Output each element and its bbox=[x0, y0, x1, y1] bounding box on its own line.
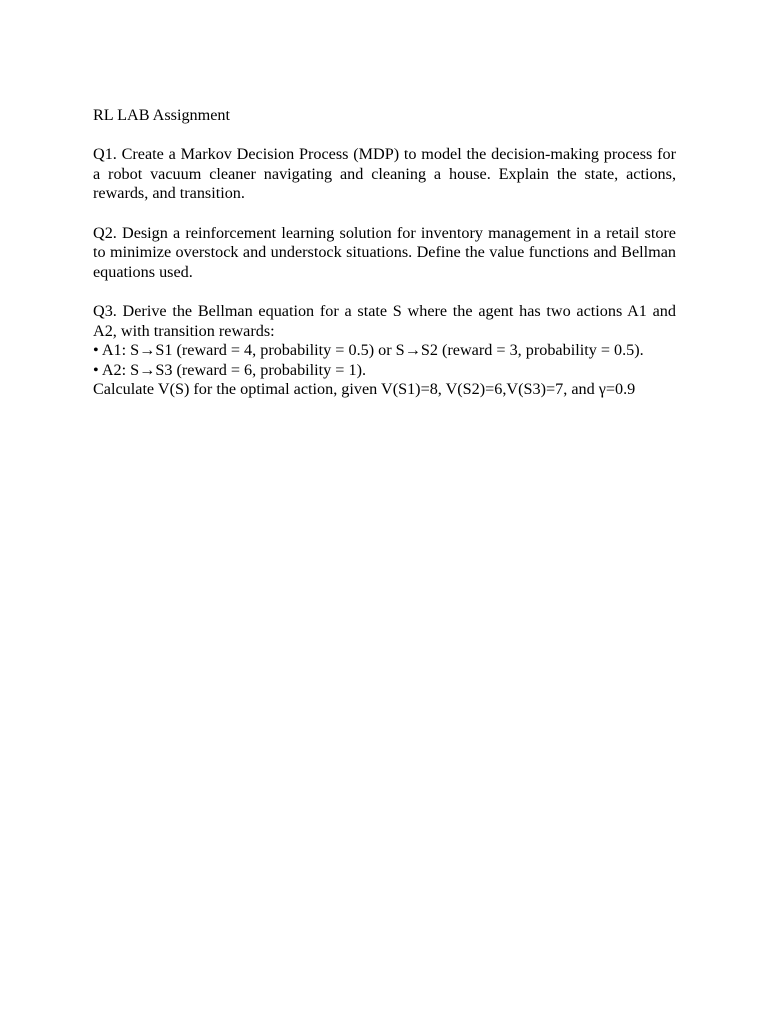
bullet-text: A2: S→S3 (reward = 6, probability = 1). bbox=[101, 360, 367, 379]
question-3-bullet-a2 bbox=[93, 361, 676, 381]
bullet-icon: • bbox=[93, 341, 99, 360]
document-page bbox=[93, 106, 676, 400]
question-3-calculation: Calculate V(S) for the optimal action, given V(S1)=8, V(S2)=6,V(S3)=7, and γ=0.9 bbox=[93, 380, 636, 399]
bullet-icon: • bbox=[93, 360, 99, 379]
question-3-bullet-a1 bbox=[93, 341, 676, 361]
question-3 bbox=[93, 302, 676, 400]
question-1: Q1. Create a Markov Decision Process (MDP) to model the decision-making process for a robot vacuum cleaner navigating and cleaning a house. Explain the state, actions, rewards, and transition. bbox=[93, 145, 676, 203]
document-title: RL LAB Assignment bbox=[93, 106, 230, 124]
question-2: Q2. Design a reinforcement learning solution for inventory management in a retail store to minimize overstock and understock situations. Define the value functions and Bellman equations used. bbox=[93, 223, 676, 281]
question-3-intro: Q3. Derive the Bellman equation for a state S where the agent has two actions A1 and A2, with transition rewards: bbox=[93, 301, 676, 340]
bullet-text: A1: S→S1 (reward = 4, probability = 0.5) or S→S2 (reward = 3, probability = 0.5). bbox=[101, 341, 644, 360]
